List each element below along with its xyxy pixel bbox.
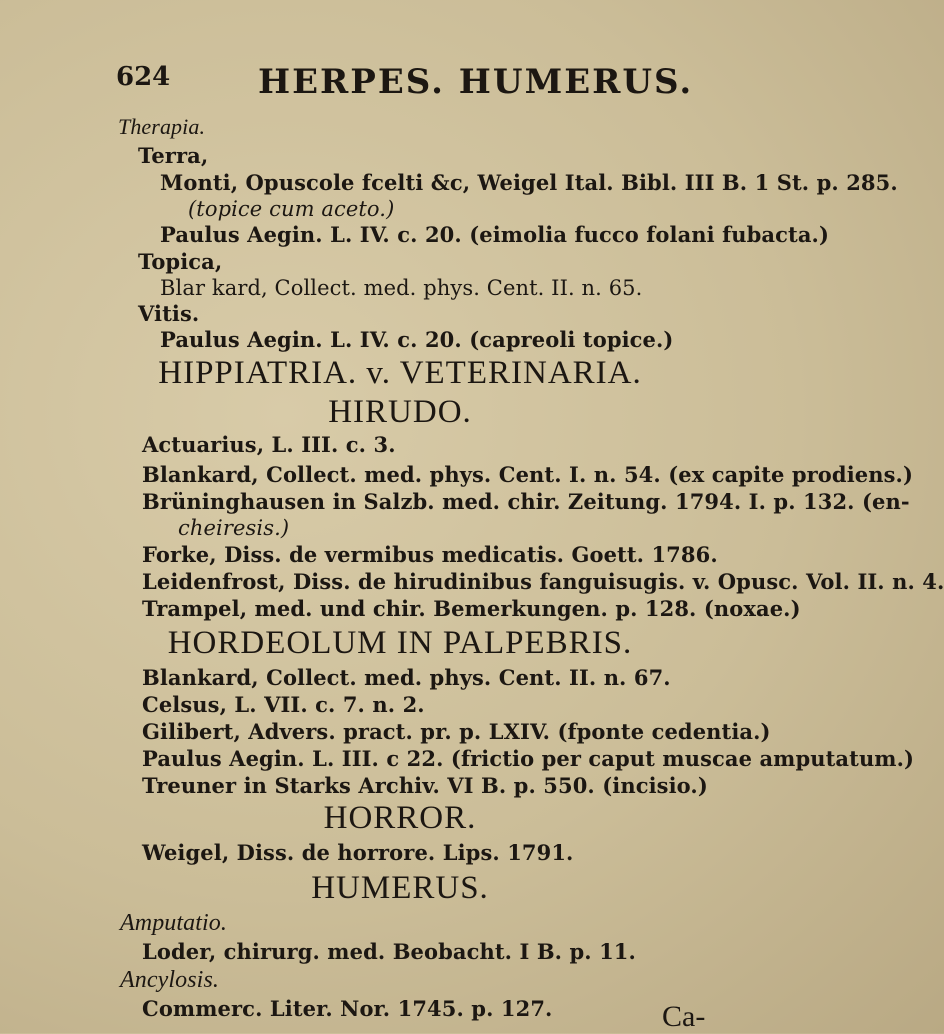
- entry-line: Paulus Aegin. L. III. c 22. (frictio per caput muscae amputatum.): [142, 746, 915, 771]
- entry-line: (topice cum aceto.): [188, 197, 395, 221]
- entry-line: Paulus Aegin. L. IV. c. 20. (eimolia fucco folani fubacta.): [160, 222, 829, 247]
- page-number: 624: [116, 62, 171, 92]
- entry-line: Trampel, med. und chir. Bemerkungen. p. 128. (noxae.): [142, 596, 801, 621]
- heading-humerus: HUMERUS.: [311, 870, 489, 906]
- entry-line: Actuarius, L. III. c. 3.: [142, 432, 396, 457]
- catchword: Ca-: [662, 1000, 706, 1033]
- entry-line: Leidenfrost, Diss. de hirudinibus fanguisugis. v. Opusc. Vol. II. n. 4.: [142, 569, 944, 594]
- entry-line: cheiresis.): [178, 516, 290, 540]
- entry-line: Forke, Diss. de vermibus medicatis. Goett. 1786.: [142, 542, 718, 567]
- subhead-amputatio: Amputatio.: [120, 910, 227, 936]
- subhead-topica: Topica,: [138, 249, 223, 274]
- entry-line: Blar kard, Collect. med. phys. Cent. II. n. 65.: [160, 276, 643, 300]
- entry-line: Brüninghausen in Salzb. med. chir. Zeitung. 1794. I. p. 132. (en-: [142, 489, 910, 514]
- entry-line: Gilibert, Advers. pract. pr. p. LXIV. (fponte cedentia.): [142, 719, 771, 744]
- entry-line: Celsus, L. VII. c. 7. n. 2.: [142, 692, 425, 717]
- entry-line: Monti, Opuscole fcelti &c, Weigel Ital. Bibl. III B. 1 St. p. 285.: [160, 170, 898, 195]
- subhead-terra: Terra,: [138, 143, 209, 168]
- running-title: HERPES. HUMERUS.: [258, 62, 694, 102]
- entry-line: Blankard, Collect. med. phys. Cent. I. n. 54. (ex capite prodiens.): [142, 462, 913, 487]
- subhead-vitis: Vitis.: [138, 301, 200, 326]
- heading-hordeolum: HORDEOLUM IN PALPEBRIS.: [167, 625, 633, 661]
- heading-horror: HORROR.: [323, 800, 477, 836]
- heading-hippiatria: HIPPIATRIA. v. VETERINARIA.: [158, 355, 642, 391]
- entry-line: Weigel, Diss. de horrore. Lips. 1791.: [142, 840, 574, 865]
- entry-line: Commerc. Liter. Nor. 1745. p. 127.: [142, 996, 553, 1021]
- entry-line: Paulus Aegin. L. IV. c. 20. (capreoli topice.): [160, 327, 674, 352]
- entry-line: Loder, chirurg. med. Beobacht. I B. p. 11.: [142, 939, 636, 964]
- entry-line: Blankard, Collect. med. phys. Cent. II. n. 67.: [142, 665, 671, 690]
- section-therapia: Therapia.: [118, 114, 206, 139]
- heading-hirudo: HIRUDO.: [328, 394, 472, 430]
- subhead-ancylosis: Ancylosis.: [120, 967, 219, 993]
- entry-line: Treuner in Starks Archiv. VI B. p. 550. (incisio.): [142, 773, 708, 798]
